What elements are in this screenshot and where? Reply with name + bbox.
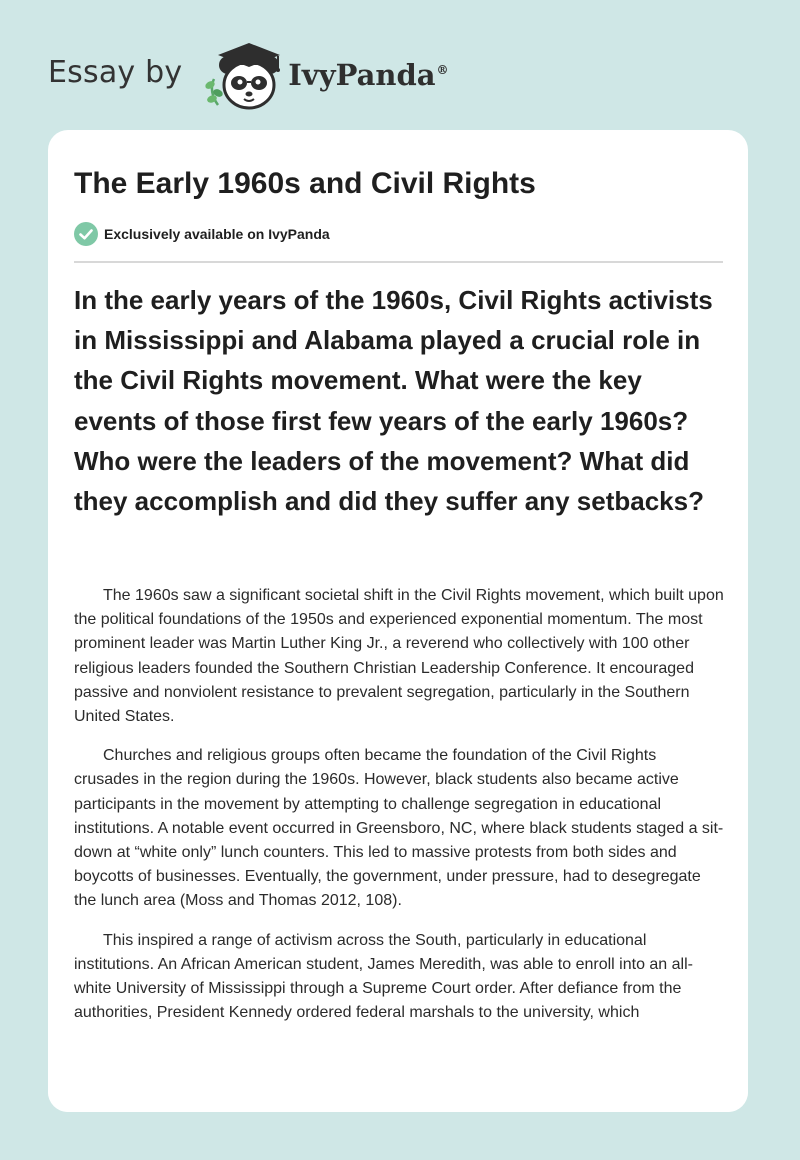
essay-by-label: Essay by <box>48 54 183 90</box>
essay-question: In the early years of the 1960s, Civil Rights activists in Mississippi and Alabama played a crucial role in the Civil Rights movement. What were the key events of those first few years of the early 1960s? Who were the leaders of the movement? What did they accomplish and did they suffer any setbacks? <box>74 285 713 517</box>
exclusive-badge <box>74 222 330 246</box>
essay-card <box>48 130 748 1112</box>
ivypanda-wordmark: IvyPanda® <box>288 58 449 92</box>
panda-graduate-logo-icon <box>200 35 292 113</box>
paragraph: Churches and religious groups often became the foundation of the Civil Rights crusades in the region during the 1960s. However, black students also became active participants in the movement by attempting to challenge segregation in educational institutions. A notable event occurred in Greensboro, NC, where black students staged a sit-down at “white only” lunch counters. This led to massive protests from both sides and boycotts of businesses. Eventually, the government, under pressure, had to desegregate the lunch area (Moss and Thomas 2012, 108). <box>74 747 724 910</box>
paragraph: This inspired a range of activism across the South, particularly in educational institutions. An African American student, James Meredith, was able to enroll into an all-white University of Mississippi through a Supreme Court order. After defiance from the authorities, President Kennedy ordered federal marshals to the university, which <box>74 931 693 1022</box>
text-fade-overlay <box>48 1042 748 1112</box>
essay-title: The Early 1960s and Civil Rights <box>74 167 536 200</box>
exclusive-label: Exclusively available on IvyPanda <box>104 226 330 242</box>
divider <box>74 261 723 263</box>
registered-mark: ® <box>436 63 449 78</box>
essay-body <box>74 584 724 1040</box>
paragraph: The 1960s saw a significant societal shift in the Civil Rights movement, which built upon the political foundations of the 1950s and experienced exponential momentum. The most prominent leader was Martin Luther King Jr., a reverend who collectively with 100 other religious leaders founded the Southern Christian Leadership Conference. It encouraged passive and nonviolent resistance to prevalent segregation, particularly in the Southern United States. <box>74 587 724 726</box>
check-circle-icon <box>74 222 98 246</box>
brand-header <box>48 34 449 114</box>
